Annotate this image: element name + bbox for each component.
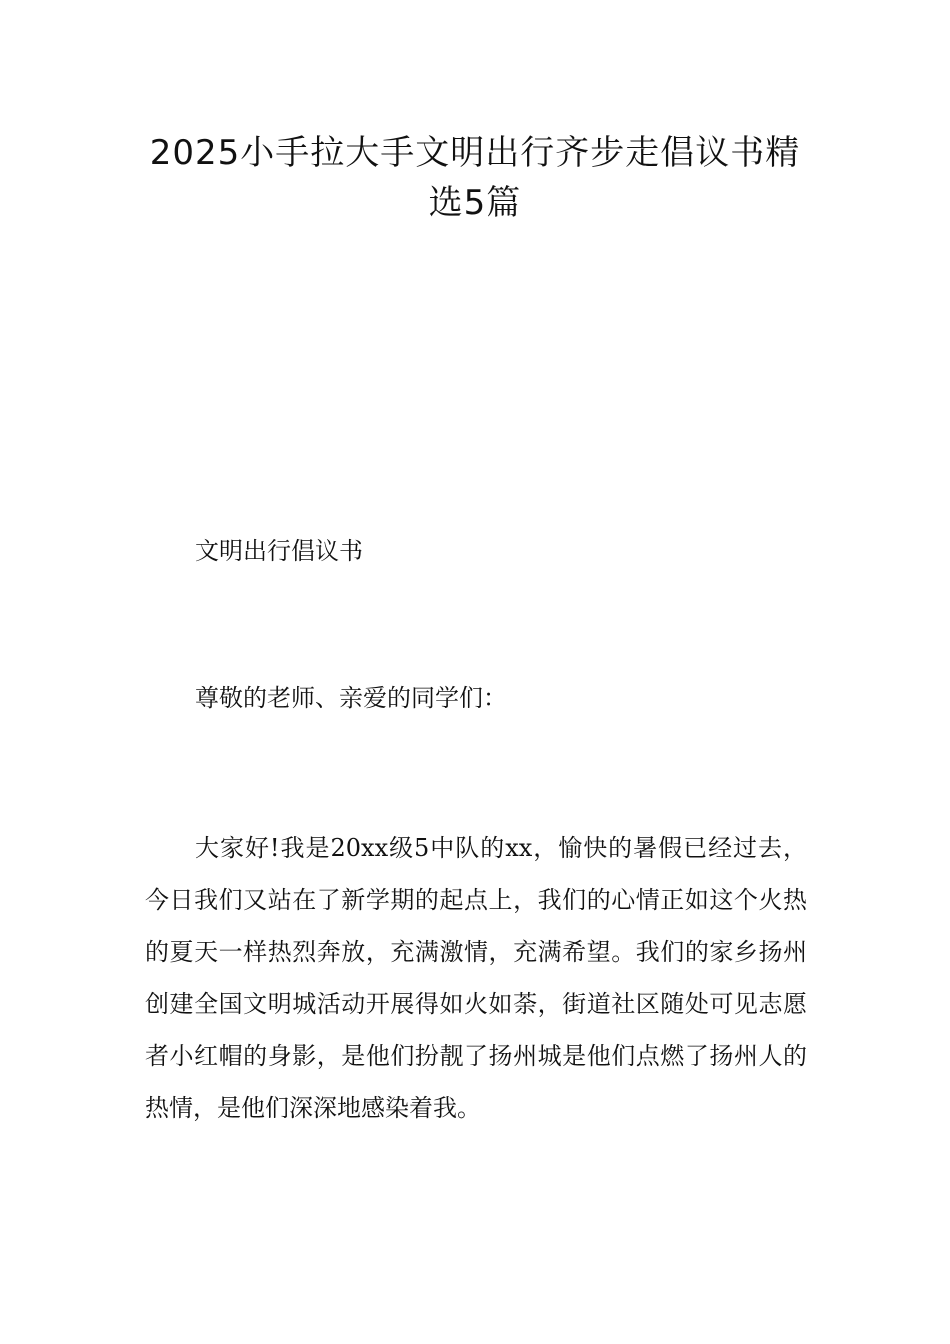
salutation: 尊敬的老师、亲爱的同学们：	[195, 684, 507, 712]
title-line-2: 选5篇	[428, 183, 522, 223]
body-paragraph: 大家好!我是20xx级5中队的xx，愉快的暑假已经过去，今日我们又站在了新学期的起点上，我们的心情正如这个火热的夏天一样热烈奔放，充满激情，充满希望。我们的家乡扬州创建全国文明城活动开展得如火如荼，街道社区随处可见志愿者小红帽的身影，是他们扮靓了扬州城是他们点燃了扬州人的热情，是他们深深地感染着我。	[145, 834, 807, 1122]
title-line-1: 2025小手拉大手文明出行齐步走倡议书精	[149, 133, 801, 173]
document-title	[120, 128, 830, 228]
section-heading: 文明出行倡议书	[195, 537, 363, 565]
